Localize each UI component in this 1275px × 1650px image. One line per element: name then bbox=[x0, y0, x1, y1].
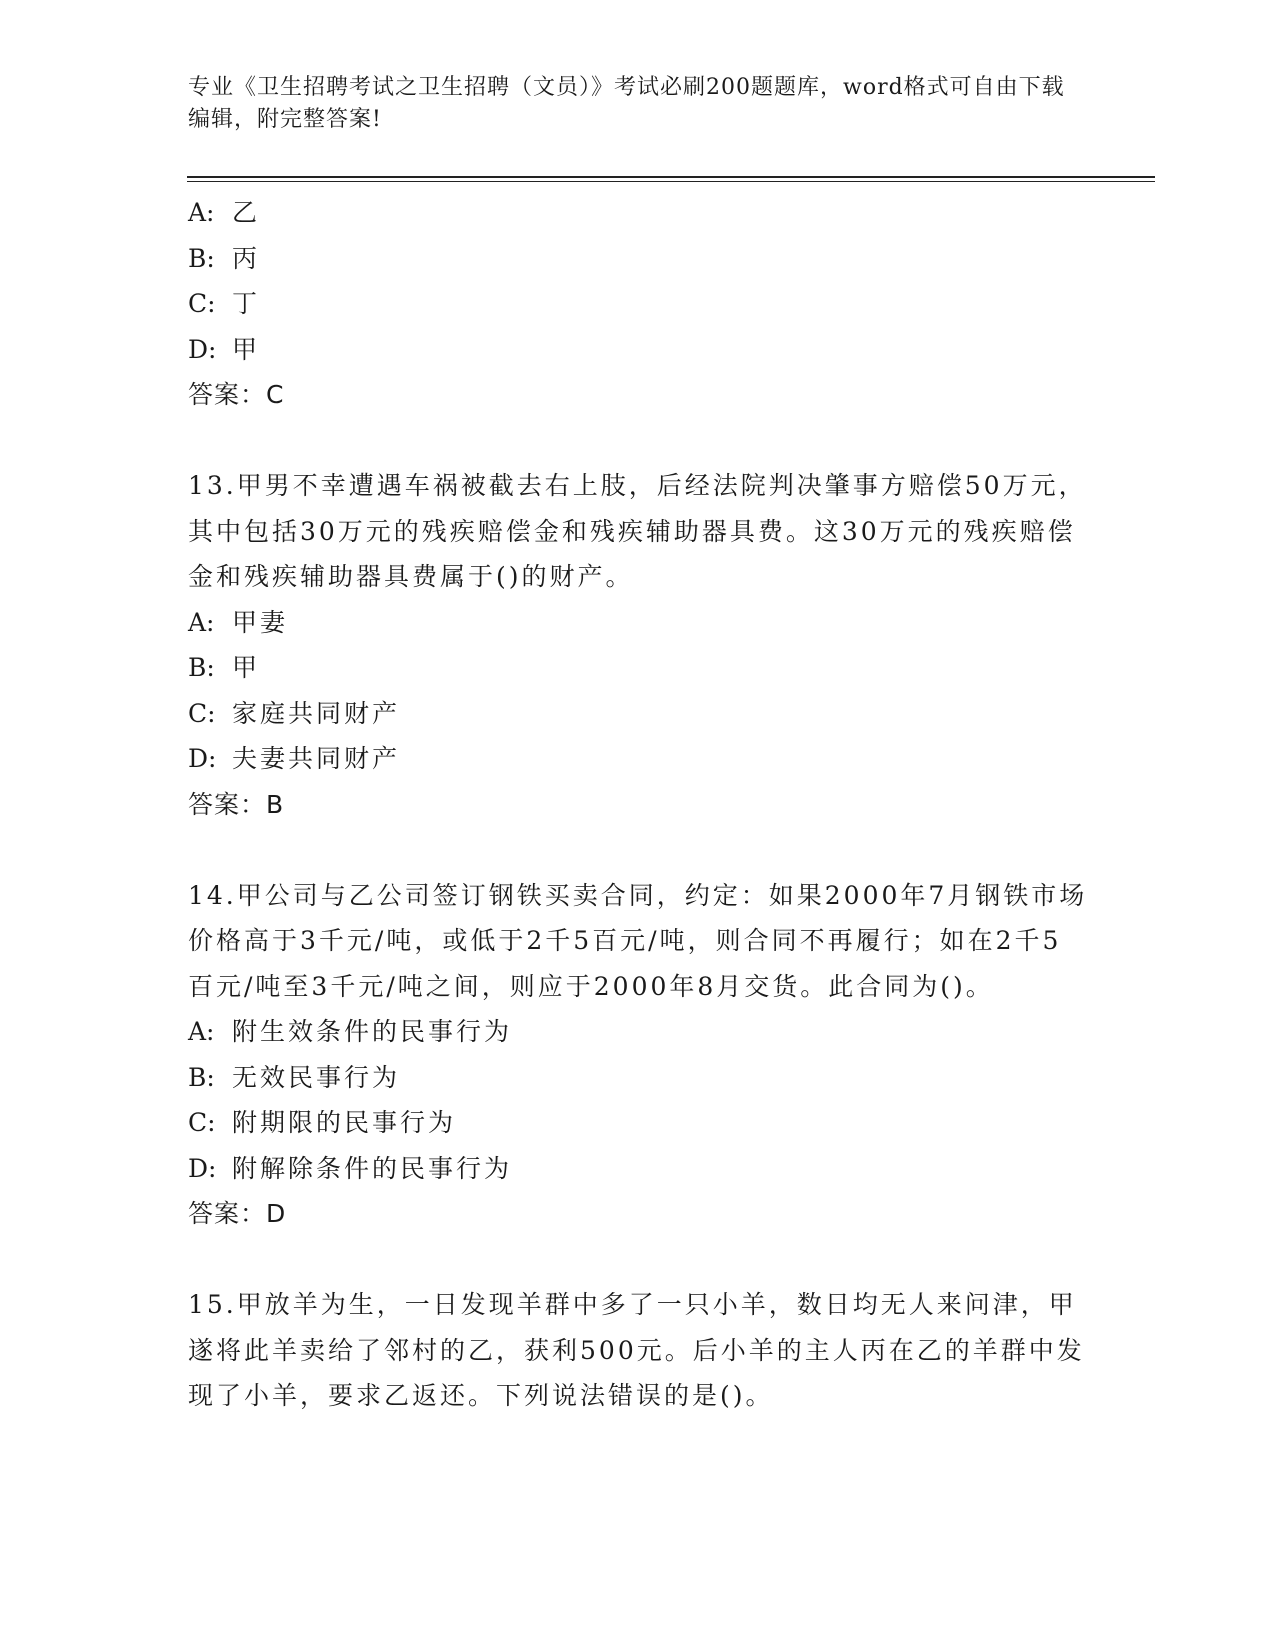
option-key: B: bbox=[188, 243, 215, 273]
question-14 bbox=[188, 873, 1088, 1237]
spacer bbox=[188, 1237, 1088, 1283]
question-15 bbox=[188, 1282, 1088, 1419]
option-text: 丙 bbox=[232, 243, 261, 273]
header-divider-thick bbox=[187, 176, 1155, 178]
question-list bbox=[188, 190, 1088, 1419]
option-text: 丁 bbox=[232, 289, 261, 318]
option-b bbox=[188, 236, 1088, 282]
question-stem: 14.甲公司与乙公司签订钢铁买卖合同，约定：如果2000年7月钢铁市场价格高于3千元/吨，或低于2千5百元/吨，则合同不再履行；如在2千5百元/吨至3千元/吨之间，则应于2000年8月交货。此合同为()。 bbox=[188, 880, 1088, 1001]
option-text: 夫妻共同财产 bbox=[232, 744, 401, 773]
question-stem: 13.甲男不幸遭遇车祸被截去右上肢，后经法院判决肇事方赔偿50万元，其中包括30万元的残疾赔偿金和残疾辅助器具费。这30万元的残疾赔偿金和残疾辅助器具费属于()的财产。 bbox=[188, 471, 1087, 591]
option-text: 附期限的民事行为 bbox=[232, 1108, 457, 1137]
option-key: B: bbox=[188, 1062, 215, 1092]
option-c bbox=[188, 691, 1088, 737]
spacer bbox=[188, 827, 1088, 873]
answer-line: 答案：C bbox=[188, 380, 285, 409]
option-text: 甲 bbox=[232, 334, 261, 364]
option-key: B: bbox=[188, 653, 215, 682]
option-text: 附解除条件的民事行为 bbox=[232, 1153, 513, 1183]
header-divider-thin bbox=[187, 181, 1155, 182]
option-b bbox=[188, 645, 1088, 691]
spacer bbox=[188, 418, 1088, 464]
question-stem: 15.甲放羊为生，一日发现羊群中多了一只小羊，数日均无人来问津，甲遂将此羊卖给了邻村的乙，获利500元。后小羊的主人丙在乙的羊群中发现了小羊，要求乙返还。下列说法错误的是()。 bbox=[188, 1290, 1085, 1410]
question-13 bbox=[188, 463, 1088, 827]
answer-line: 答案：B bbox=[188, 789, 285, 819]
option-key: A: bbox=[188, 1017, 215, 1046]
option-key: A: bbox=[188, 198, 215, 227]
question-12-options bbox=[188, 190, 1088, 418]
option-key: C: bbox=[188, 289, 216, 318]
option-d bbox=[188, 1146, 1088, 1192]
option-c bbox=[188, 281, 1088, 327]
option-b bbox=[188, 1055, 1088, 1101]
option-c bbox=[188, 1100, 1088, 1146]
option-text: 甲妻 bbox=[232, 607, 289, 637]
document-header-title: 专业《卫生招聘考试之卫生招聘（文员）》考试必刷200题题库，word格式可自由下载编辑，附完整答案! bbox=[188, 75, 1065, 132]
option-key: D: bbox=[188, 744, 217, 773]
option-text: 乙 bbox=[232, 198, 261, 227]
option-text: 家庭共同财产 bbox=[232, 698, 401, 728]
option-key: C: bbox=[188, 698, 216, 728]
answer-line: 答案：D bbox=[188, 1199, 287, 1228]
option-key: D: bbox=[188, 334, 217, 364]
option-d bbox=[188, 736, 1088, 782]
option-text: 附生效条件的民事行为 bbox=[232, 1017, 513, 1046]
option-a bbox=[188, 190, 1088, 236]
option-a bbox=[188, 1009, 1088, 1055]
option-key: D: bbox=[188, 1153, 217, 1183]
option-key: A: bbox=[188, 607, 215, 637]
option-d bbox=[188, 327, 1088, 373]
option-text: 无效民事行为 bbox=[232, 1062, 401, 1092]
option-key: C: bbox=[188, 1108, 216, 1137]
option-text: 甲 bbox=[232, 653, 261, 682]
option-a bbox=[188, 600, 1088, 646]
